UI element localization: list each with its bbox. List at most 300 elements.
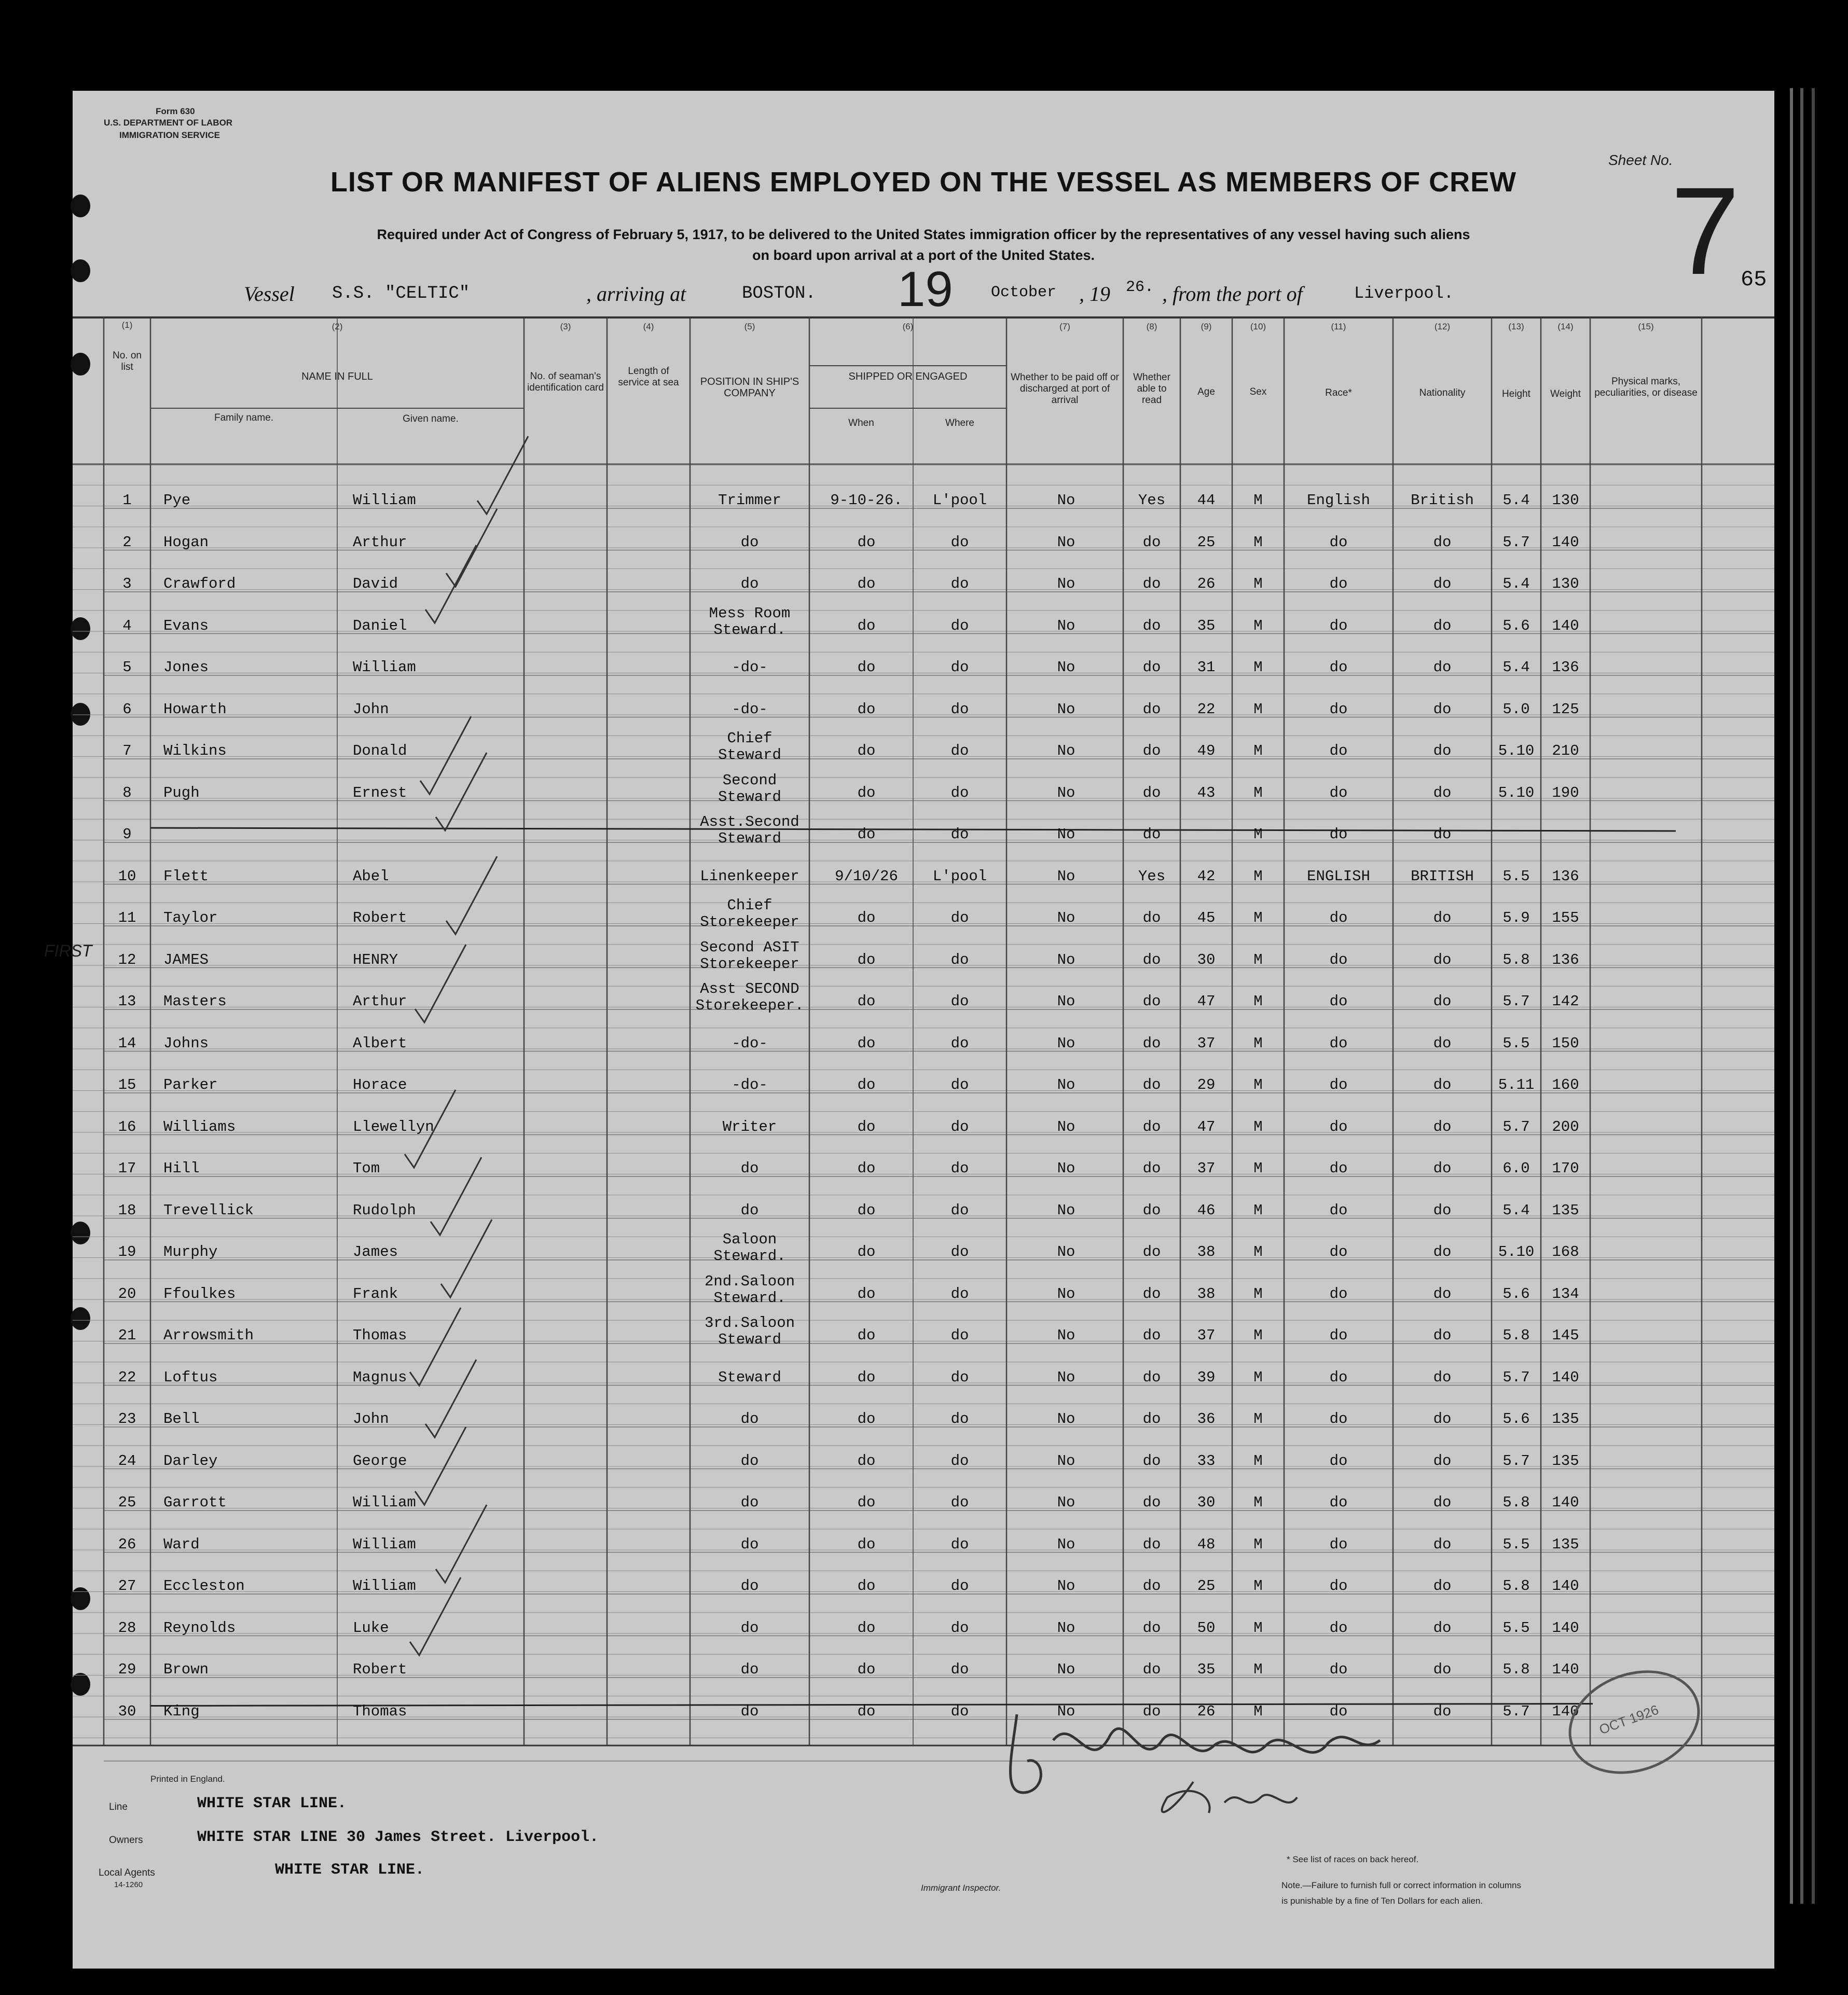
able-to-read: do [1142,1410,1161,1428]
able-to-read: do [1142,1702,1161,1720]
race: do [1329,575,1348,592]
nationality: do [1433,1494,1452,1511]
shipped-when: do [857,1535,876,1553]
height: 5.8 [1502,1327,1530,1344]
col-header-family: Family name. [214,412,274,423]
race: do [1329,1452,1348,1470]
height: 5.5 [1502,867,1530,885]
family-name: Bell [163,1410,200,1428]
age: 45 [1197,909,1216,926]
col-header-able-read: Whether able to read [1133,372,1170,406]
shipped-where: do [950,617,969,634]
race: do [1329,1076,1348,1093]
able-to-read: do [1142,784,1161,801]
shipped-where: do [950,951,969,968]
shipped-when: do [857,533,876,551]
shipped-when: do [857,993,876,1010]
position: -do- [732,1034,768,1052]
col-num: (13) [1508,322,1524,331]
position: do [740,1452,759,1470]
shipped-where: do [950,1118,969,1135]
paid-off: No [1057,1577,1075,1595]
shipped-where: do [950,1076,969,1093]
col-header-shipped: SHIPPED OR ENGAGED [848,371,968,382]
department-name: U.S. DEPARTMENT OF LABOR [104,118,233,128]
paid-off: No [1057,951,1075,968]
age: 25 [1197,1577,1216,1595]
vessel-name: S.S. "CELTIC" [332,284,470,303]
row-number: 22 [118,1368,136,1386]
able-to-read: do [1142,1160,1161,1177]
nationality: British [1411,492,1474,509]
height: 5.8 [1502,1661,1530,1678]
nationality: do [1433,1076,1452,1093]
shipped-where: do [950,784,969,801]
height: 5.0 [1502,700,1530,718]
age: 33 [1197,1452,1216,1470]
race: do [1329,826,1348,843]
race: do [1329,742,1348,759]
row-number: 27 [118,1577,136,1595]
shipped-where: do [950,1452,969,1470]
col-header-race: Race* [1325,387,1352,398]
height: 5.7 [1502,1118,1530,1135]
weight: 200 [1552,1118,1579,1135]
race: do [1329,1285,1348,1303]
owners-label: Owners [109,1835,143,1846]
col-header-paid-off: Whether to be paid off or discharged at port of arrival [1011,372,1119,406]
sex: M [1253,993,1263,1010]
row-number: 5 [122,659,132,676]
page-subtitle-2: on board upon arrival at a port of the United States. [752,247,1095,263]
family-name: Howarth [163,700,227,718]
row-number: 4 [122,617,132,634]
age: 50 [1197,1619,1216,1637]
given-name: HENRY [353,951,398,968]
sex: M [1253,1201,1263,1219]
position: Asst SECOND [700,980,799,998]
able-to-read: do [1142,1243,1161,1260]
age: 22 [1197,700,1216,718]
age: 46 [1197,1201,1216,1219]
able-to-read: do [1142,1494,1161,1511]
paid-off: No [1057,1243,1075,1260]
age: 35 [1197,617,1216,634]
height: 5.4 [1502,659,1530,676]
able-to-read: do [1142,1661,1161,1678]
weight: 130 [1552,492,1579,509]
col-header-physical: Physical marks, peculiarities, or disease [1594,376,1698,398]
row-number: 24 [118,1452,136,1470]
family-name: Reynolds [163,1619,236,1637]
col-num: (12) [1434,322,1451,331]
age: 37 [1197,1160,1216,1177]
given-name: Rudolph [353,1201,416,1219]
paid-off: No [1057,492,1075,509]
page-subtitle: Required under Act of Congress of February 5, 1917, to be delivered to the United States immigration officer by the representatives of any vessel having such aliens [377,227,1470,242]
col-num: (11) [1331,322,1346,331]
row-number: 3 [122,575,132,592]
weight: 210 [1552,742,1579,759]
weight: 135 [1552,1410,1579,1428]
col-num: (2) [332,322,343,331]
weight: 150 [1552,1034,1579,1052]
weight: 155 [1552,909,1579,926]
shipped-when: do [857,826,876,843]
race: ENGLISH [1307,867,1370,885]
nationality: do [1433,1201,1452,1219]
height: 5.5 [1502,1034,1530,1052]
page-title: LIST OR MANIFEST OF ALIENS EMPLOYED ON THE VESSEL AS MEMBERS OF CREW [330,167,1517,198]
sex: M [1253,1661,1263,1678]
position: Mess Room [709,604,791,622]
position: do [740,575,759,592]
weight: 160 [1552,1076,1579,1093]
sex: M [1253,1368,1263,1386]
paid-off: No [1057,742,1075,759]
col-header-length: Length of service at sea [618,366,679,388]
race: do [1329,1535,1348,1553]
nationality: do [1433,617,1452,634]
position: do [740,1535,759,1553]
family-name: Williams [163,1118,236,1135]
paid-off: No [1057,1285,1075,1303]
col-num: (14) [1557,322,1574,331]
race: do [1329,1410,1348,1428]
race: do [1329,1702,1348,1720]
race: do [1329,700,1348,718]
able-to-read: Yes [1138,867,1166,885]
age: 37 [1197,1034,1216,1052]
race: do [1329,909,1348,926]
position-line-2: Steward [718,1331,781,1348]
sex: M [1253,1494,1263,1511]
position: do [740,1619,759,1637]
height: 5.8 [1502,951,1530,968]
position-line-2: Storekeeper [700,955,799,973]
sex: M [1253,700,1263,718]
nationality: do [1433,1702,1452,1720]
col-header-sex: Sex [1249,386,1267,397]
shipped-where: do [950,1368,969,1386]
weight: 130 [1552,575,1579,592]
given-name: William [353,1535,416,1553]
able-to-read: do [1142,1619,1161,1637]
shipped-when: do [857,1577,876,1595]
position: do [740,1702,759,1720]
height: 5.8 [1502,1577,1530,1595]
nationality: do [1433,1118,1452,1135]
race: do [1329,659,1348,676]
able-to-read: do [1142,659,1161,676]
position: -do- [732,1076,768,1093]
race: do [1329,1201,1348,1219]
age: 30 [1197,1494,1216,1511]
nationality: do [1433,1285,1452,1303]
shipped-where: do [950,700,969,718]
age: 42 [1197,867,1216,885]
shipped-where: do [950,1619,969,1637]
race: do [1329,617,1348,634]
col-header-age: Age [1197,386,1215,397]
race: do [1329,1327,1348,1344]
sex: M [1253,1034,1263,1052]
paid-off: No [1057,1368,1075,1386]
weight: 135 [1552,1201,1579,1219]
able-to-read: do [1142,575,1161,592]
shipped-where: do [950,1034,969,1052]
row-number: 23 [118,1410,136,1428]
family-name: Flett [163,867,209,885]
race: do [1329,1577,1348,1595]
arrival-day: 19 [898,261,953,317]
position: -do- [732,659,768,676]
sex: M [1253,1452,1263,1470]
nationality: do [1433,533,1452,551]
race: do [1329,1661,1348,1678]
sex: M [1253,1327,1263,1344]
owners-value: WHITE STAR LINE 30 James Street. Liverpool. [197,1828,599,1846]
given-name: Thomas [353,1327,407,1344]
paid-off: No [1057,826,1075,843]
row-number: 14 [118,1034,136,1052]
able-to-read: do [1142,1535,1161,1553]
height: 5.8 [1502,1494,1530,1511]
weight: 125 [1552,700,1579,718]
row-number: 17 [118,1160,136,1177]
paid-off: No [1057,700,1075,718]
weight: 140 [1552,1494,1579,1511]
able-to-read: do [1142,826,1161,843]
weight: 190 [1552,784,1579,801]
age: 35 [1197,1661,1216,1678]
sex: M [1253,784,1263,801]
col-num: (15) [1638,322,1654,331]
family-name: Arrowsmith [163,1327,254,1344]
page-edge [1800,88,1803,1904]
position: Linenkeeper [700,867,799,885]
sex: M [1253,1160,1263,1177]
age: 48 [1197,1535,1216,1553]
given-name: Magnus [353,1368,407,1386]
position: Writer [722,1118,777,1135]
weight: 136 [1552,659,1579,676]
row-number: 7 [122,742,132,759]
position: Second [722,771,777,789]
nationality: do [1433,1160,1452,1177]
family-name: Darley [163,1452,218,1470]
position: do [740,533,759,551]
paid-off: No [1057,1661,1075,1678]
col-header-given: Given name. [403,413,459,424]
sex: M [1253,867,1263,885]
age: 38 [1197,1285,1216,1303]
height: 5.4 [1502,575,1530,592]
weight: 140 [1552,1661,1579,1678]
col-header-position: POSITION IN SHIP'S COMPANY [700,376,799,399]
position: do [740,1410,759,1428]
row-number: 21 [118,1327,136,1344]
nationality: do [1433,1368,1452,1386]
row-number: 12 [118,951,136,968]
family-name: Ward [163,1535,200,1553]
given-name: Tom [353,1160,380,1177]
family-name: Jones [163,659,209,676]
position: Asst.Second [700,813,799,830]
shipped-when: do [857,1076,876,1093]
weight: 170 [1552,1160,1579,1177]
row-number: 29 [118,1661,136,1678]
position: -do- [732,700,768,718]
line-value: WHITE STAR LINE. [197,1795,347,1812]
able-to-read: do [1142,1452,1161,1470]
shipped-where: do [950,1577,969,1595]
shipped-when: do [857,1452,876,1470]
shipped-when: do [857,1619,876,1637]
col-num: (8) [1146,322,1157,331]
shipped-where: do [950,1410,969,1428]
shipped-where: do [950,533,969,551]
col-header-weight: Weight [1550,389,1581,399]
fine-note: Note.—Failure to furnish full or correct information in columns [1281,1880,1522,1890]
given-name: Luke [353,1619,389,1637]
position-line-2: Steward. [713,1289,786,1307]
nationality: do [1433,742,1452,759]
paid-off: No [1057,909,1075,926]
shipped-where: do [950,1160,969,1177]
able-to-read: do [1142,533,1161,551]
position: do [740,1494,759,1511]
age: 30 [1197,951,1216,968]
age: 26 [1197,1702,1216,1720]
weight: 145 [1552,1327,1579,1344]
page-number: 65 [1741,267,1767,292]
family-name: Evans [163,617,209,634]
height: 5.6 [1502,617,1530,634]
row-number: 25 [118,1494,136,1511]
nationality: do [1433,1452,1452,1470]
position: 3rd.Saloon [704,1314,795,1332]
position-line-2: Steward [718,788,781,806]
family-name: Brown [163,1661,209,1678]
position-line-2: Storekeeper [700,913,799,931]
age: 38 [1197,1243,1216,1260]
position-line-2: Storekeeper. [695,997,804,1014]
given-name: William [353,659,416,676]
row-number: 13 [118,993,136,1010]
position: do [740,1577,759,1595]
weight: 140 [1552,533,1579,551]
paid-off: No [1057,1410,1075,1428]
nationality: do [1433,659,1452,676]
shipped-when: do [857,1243,876,1260]
nationality: do [1433,1410,1452,1428]
nationality: do [1433,1619,1452,1637]
shipped-when: do [857,951,876,968]
weight: 135 [1552,1452,1579,1470]
nationality: BRITISH [1411,867,1474,885]
weight: 142 [1552,993,1579,1010]
race: do [1329,1118,1348,1135]
age: 47 [1197,993,1216,1010]
shipped-when: do [857,1201,876,1219]
family-name: Murphy [163,1243,218,1260]
shipped-where: do [950,575,969,592]
row-number: 1 [122,492,132,509]
position-line-2: Steward. [713,621,786,639]
paid-off: No [1057,575,1075,592]
nationality: do [1433,1034,1452,1052]
given-name: William [353,1494,416,1511]
col-header-name: NAME IN FULL [301,371,373,382]
shipped-where: do [950,1661,969,1678]
family-name: Hill [163,1160,200,1177]
page-edge [1812,88,1815,1904]
service-name: IMMIGRATION SERVICE [119,130,220,140]
paid-off: No [1057,784,1075,801]
able-to-read: do [1142,1076,1161,1093]
col-num: (6) [902,322,914,331]
agents-code: 14-1260 [114,1880,143,1889]
sheet-number: 7 [1671,161,1740,300]
row-number: 8 [122,784,132,801]
age: 31 [1197,659,1216,676]
shipped-when: do [857,1661,876,1678]
agents-label: Local Agents [99,1867,155,1878]
age: 44 [1197,492,1216,509]
nationality: do [1433,1535,1452,1553]
age: 26 [1197,575,1216,592]
height: 5.7 [1502,1368,1530,1386]
nationality: do [1433,1661,1452,1678]
position: Steward [718,1368,781,1386]
age: 25 [1197,533,1216,551]
family-name: Pye [163,492,191,509]
row-number: 16 [118,1118,136,1135]
col-num: (9) [1201,322,1212,331]
shipped-where: do [950,1494,969,1511]
weight: 140 [1552,1368,1579,1386]
paid-off: No [1057,1535,1075,1553]
weight: 140 [1552,1702,1579,1720]
agents-value: WHITE STAR LINE. [275,1861,425,1879]
shipped-when: do [857,1160,876,1177]
nationality: do [1433,784,1452,801]
given-name: David [353,575,398,592]
col-header-no: No. on list [113,350,142,372]
row-number: 26 [118,1535,136,1553]
height: 6.0 [1502,1160,1530,1177]
height: 5.11 [1498,1076,1535,1093]
able-to-read: do [1142,742,1161,759]
given-name: William [353,1577,416,1595]
from-port: Liverpool. [1354,284,1454,303]
paid-off: No [1057,993,1075,1010]
height: 5.5 [1502,1619,1530,1637]
nationality: do [1433,700,1452,718]
given-name: Donald [353,742,407,759]
family-name: Hogan [163,533,209,551]
shipped-when: do [857,1034,876,1052]
shipped-where: do [950,1535,969,1553]
shipped-when: do [857,742,876,759]
height: 5.9 [1502,909,1530,926]
row-number: 11 [118,909,136,926]
fine-note-2: is punishable by a fine of Ten Dollars for each alien. [1281,1896,1483,1906]
col-num: (3) [560,322,571,331]
given-name: Abel [353,867,389,885]
given-name: Frank [353,1285,398,1303]
